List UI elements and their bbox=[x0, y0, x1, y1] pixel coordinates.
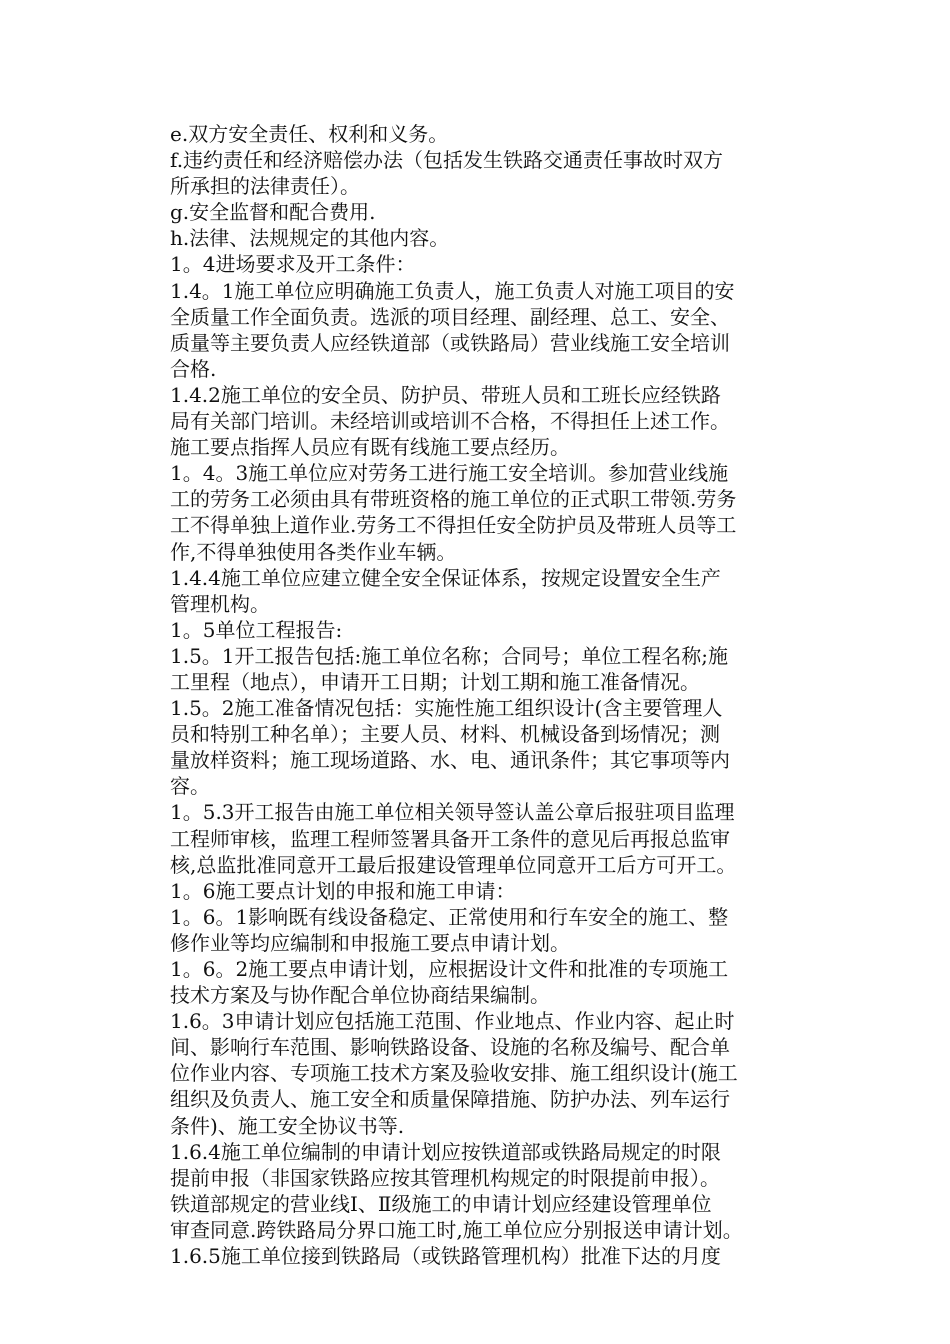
text-line: 1.5。1开工报告包括:施工单位名称；合同号；单位工程名称;施 bbox=[170, 643, 729, 668]
text-line: 合格. bbox=[170, 356, 217, 381]
text-line: 条件)、施工安全协议书等. bbox=[170, 1113, 405, 1138]
text-line: 员和特别工种名单）；主要人员、材料、机械设备到场情况；测 bbox=[170, 722, 720, 747]
text-line: 1。6。2施工要点申请计划，应根据设计文件和批准的专项施工 bbox=[170, 957, 729, 981]
text-line: 工程师审核，监理工程师签署具备开工条件的意见后再报总监审 bbox=[170, 826, 730, 851]
text-line: f.违约责任和经济赔偿办法（包括发生铁路交通责任事故时双方 bbox=[170, 148, 724, 173]
text-line: 施工要点指挥人员应有既有线施工要点经历。 bbox=[170, 435, 570, 460]
text-line: 核,总监批准同意开工最后报建设管理单位同意开工后方可开工。 bbox=[170, 852, 737, 877]
text-line: g.安全监督和配合费用. bbox=[170, 200, 376, 225]
text-line: 1。6。1影响既有线设备稳定、正常使用和行车安全的施工、整 bbox=[170, 904, 729, 929]
text-line: 容。 bbox=[170, 774, 210, 799]
section-heading: 1。4进场要求及开工条件： bbox=[170, 252, 416, 277]
text-line: 1.5。2施工准备情况包括：实施性施工组织设计(含主要管理人 bbox=[170, 696, 723, 721]
text-line: 1。4。3施工单位应对劳务工进行施工安全培训。参加营业线施 bbox=[170, 461, 729, 486]
text-line: 全质量工作全面负责。选派的项目经理、副经理、总工、安全、 bbox=[170, 304, 730, 329]
text-line: 1。5.3开工报告由施工单位相关领导签认盖公章后报驻项目监理 bbox=[170, 800, 735, 825]
text-line: 1.4.4施工单位应建立健全安全保证体系，按规定设置安全生产 bbox=[170, 565, 721, 590]
text-line: 铁道部规定的营业线Ⅰ、Ⅱ级施工的申请计划应经建设管理单位 bbox=[170, 1191, 712, 1216]
text-line: 审查同意.跨铁路局分界口施工时,施工单位应分别报送申请计划。 bbox=[170, 1217, 743, 1242]
text-line: 工的劳务工必须由具有带班资格的施工单位的正式职工带领.劳务 bbox=[170, 487, 737, 512]
text-line: 1.4.2施工单位的安全员、防护员、带班人员和工班长应经铁路 bbox=[170, 382, 721, 407]
text-line: 质量等主要负责人应经铁道部（或铁路局）营业线施工安全培训 bbox=[170, 330, 730, 355]
text-line: 提前申报（非国家铁路应按其管理机构规定的时限提前申报）。 bbox=[170, 1165, 720, 1190]
text-line: 1.6。3申请计划应包括施工范围、作业地点、作业内容、起止时 bbox=[170, 1009, 735, 1034]
text-line: 工里程（地点），申请开工日期；计划工期和施工准备情况。 bbox=[170, 669, 700, 694]
document-body bbox=[170, 121, 820, 1269]
section-heading: 1。5单位工程报告: bbox=[170, 617, 343, 642]
text-line: 管理机构。 bbox=[170, 591, 270, 616]
text-line: 作,不得单独使用各类作业车辆。 bbox=[170, 539, 457, 564]
text-line: 修作业等均应编制和申报施工要点申请计划。 bbox=[170, 930, 570, 955]
text-line: 间、影响行车范围、影响铁路设备、设施的名称及编号、配合单 bbox=[170, 1035, 730, 1060]
text-line: 1.6.5施工单位接到铁路局（或铁路管理机构）批准下达的月度 bbox=[170, 1244, 721, 1269]
text-line: e.双方安全责任、权利和义务。 bbox=[170, 122, 449, 146]
text-line: 组织及负责人、施工安全和质量保障措施、防护办法、列车运行 bbox=[170, 1087, 730, 1112]
text-line: 局有关部门培训。未经培训或培训不合格，不得担任上述工作。 bbox=[170, 409, 730, 434]
text-line: 工不得单独上道作业.劳务工不得担任安全防护员及带班人员等工 bbox=[170, 513, 737, 538]
text-line: h.法律、法规规定的其他内容。 bbox=[170, 226, 450, 251]
text-line: 所承担的法律责任）。 bbox=[170, 174, 360, 199]
text-line: 量放样资料；施工现场道路、水、电、通讯条件；其它事项等内 bbox=[170, 748, 730, 773]
text-line: 位作业内容、专项施工技术方案及验收安排、施工组织设计(施工 bbox=[170, 1061, 738, 1086]
text-line: 1.6.4施工单位编制的申请计划应按铁道部或铁路局规定的时限 bbox=[170, 1139, 721, 1164]
text-line: 技术方案及与协作配合单位协商结果编制。 bbox=[170, 983, 550, 1008]
text-line: 1.4。1施工单位应明确施工负责人，施工负责人对施工项目的安 bbox=[170, 278, 735, 303]
section-heading: 1。6施工要点计划的申报和施工申请： bbox=[170, 878, 516, 903]
